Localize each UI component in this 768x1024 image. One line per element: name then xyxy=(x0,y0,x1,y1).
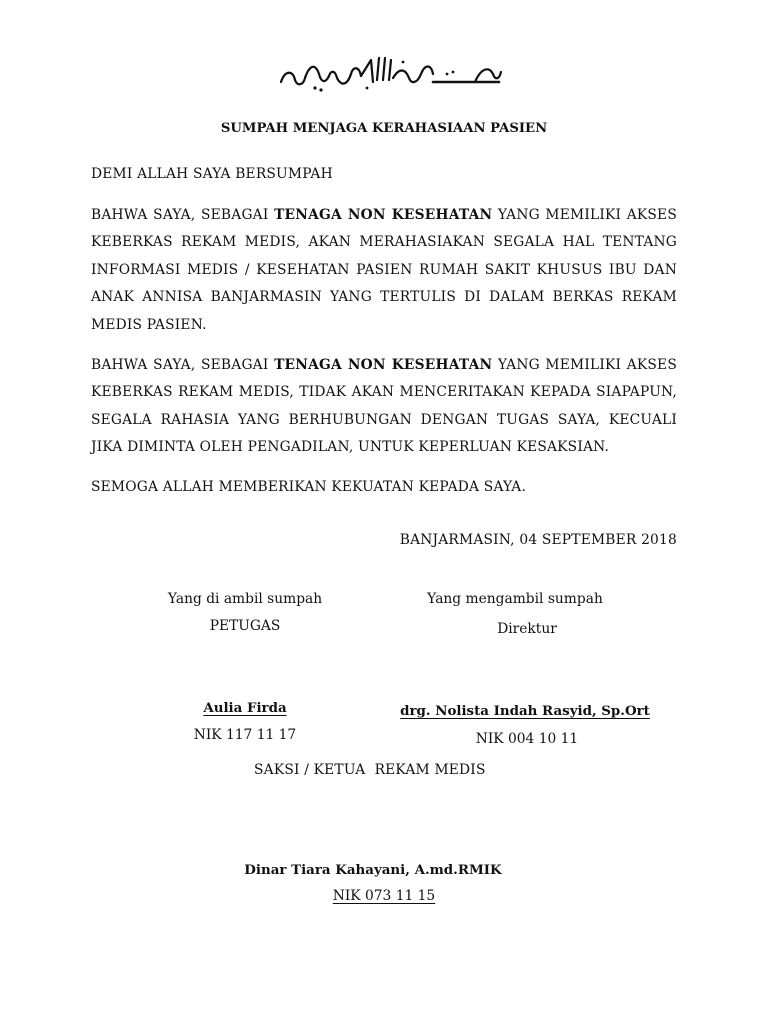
opening-line: DEMI ALLAH SAYA BERSUMPAH xyxy=(91,166,333,182)
left-signatory-name: Aulia Firda xyxy=(203,700,287,716)
paragraph-1-emphasis: TENAGA NON KESEHATAN xyxy=(274,207,493,223)
right-signatory-caption: Yang mengambil sumpah xyxy=(427,591,603,607)
oath-paragraph-2 xyxy=(91,352,677,462)
witness-caption: SAKSI / KETUA REKAM MEDIS xyxy=(254,762,486,778)
right-signatory-role: Direktur xyxy=(497,621,557,637)
right-signatory-name: drg. Nolista Indah Rasyid, Sp.Ort xyxy=(400,703,650,719)
paragraph-1-rest: YANG MEMILIKI AKSES KEBERKAS REKAM MEDIS, AKAN MERAHASIAKAN SEGALA HAL TENTANG INFORMASI MEDIS / KESEHATAN PASIEN RUMAH SAKIT KHUSUS IBU DAN ANAK ANNISA BANJARMASIN YANG TERTULIS DI DALAM BERKAS REKAM MEDIS PASIEN. xyxy=(91,207,677,333)
oath-paragraph-1 xyxy=(91,202,677,339)
left-signatory-nik: NIK 117 11 17 xyxy=(193,727,297,743)
basmalah-calligraphy xyxy=(275,52,505,94)
right-signatory-nik: NIK 004 10 11 xyxy=(475,731,579,747)
witness-nik: NIK 073 11 15 xyxy=(332,888,436,904)
paragraph-1-lead: BAHWA SAYA, SEBAGAI xyxy=(91,207,275,223)
document-title: SUMPAH MENJAGA KERAHASIAAN PASIEN xyxy=(220,121,548,136)
left-signatory-caption: Yang di ambil sumpah xyxy=(167,591,323,607)
paragraph-2-rest: YANG MEMILIKI AKSES KEBERKAS REKAM MEDIS, TIDAK AKAN MENCERITAKAN KEPADA SIAPAPUN, SEGALA RAHASIA YANG BERHUBUNGAN DENGAN TUGAS SAYA, KECUALI JIKA DIMINTA OLEH PENGADILAN, UNTUK KEPERLUAN KESAKSIAN. xyxy=(91,357,677,456)
left-signatory-role: PETUGAS xyxy=(209,618,281,634)
paragraph-2-emphasis: TENAGA NON KESEHATAN xyxy=(274,357,493,373)
paragraph-2-lead: BAHWA SAYA, SEBAGAI xyxy=(91,357,275,373)
place-date: BANJARMASIN, 04 SEPTEMBER 2018 xyxy=(399,532,677,548)
witness-name: Dinar Tiara Kahayani, A.md.RMIK xyxy=(244,862,502,878)
closing-line: SEMOGA ALLAH MEMBERIKAN KEKUATAN KEPADA SAYA. xyxy=(91,479,527,495)
